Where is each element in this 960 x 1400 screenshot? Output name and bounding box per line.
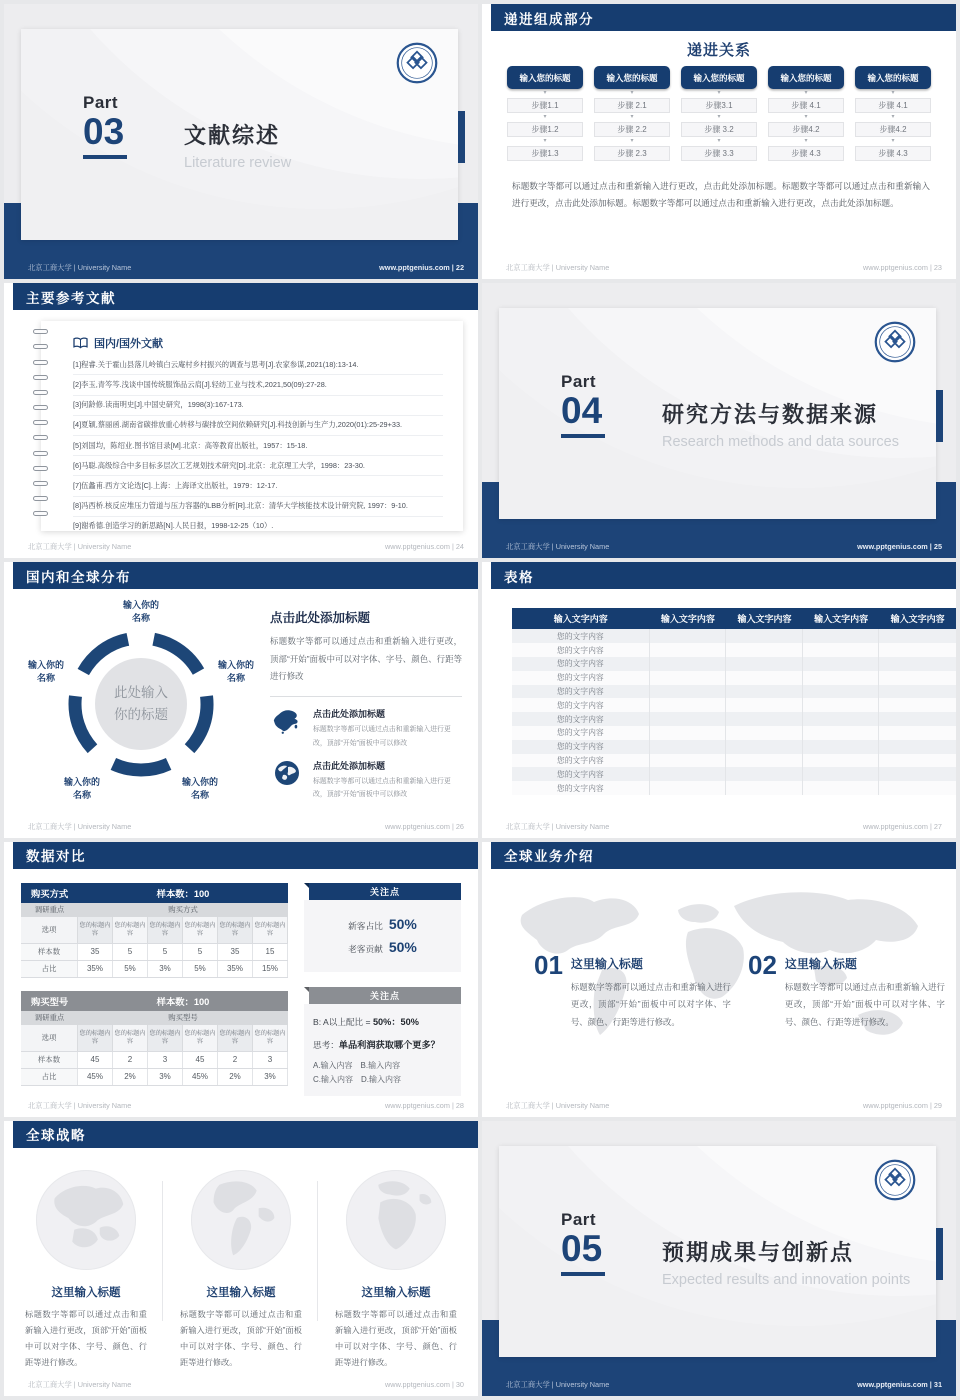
footer-site-page: www.pptgenius.com | 29: [863, 1100, 942, 1110]
chevron-down-icon: ▾: [804, 90, 808, 96]
slide-header-band: [491, 562, 956, 589]
globe-icon: [190, 1169, 292, 1271]
slide-28-comparison: [4, 842, 478, 1117]
option-list: A.输入内容 B.输入内容 C.输入内容 D.输入内容: [313, 1060, 401, 1085]
column-title: 这里输入标题: [361, 1286, 431, 1299]
right-text-panel: [270, 608, 462, 810]
footer-university: 北京工商大学 | University Name: [506, 1380, 610, 1389]
panel-title: 点击此处添加标题: [270, 611, 371, 626]
step-box: 步骤1.1: [507, 98, 583, 113]
ratio-row: 占比 45% 2% 3% 45% 2% 3%: [21, 1068, 288, 1085]
table-row: 您的文字内容: [512, 671, 956, 685]
strategy-column: [180, 1169, 302, 1371]
reference-item: [7]伍蠡甫.西方文论选[C].上海：上海译文出版社，1979：12-17.: [73, 476, 443, 496]
references-title-text: 国内/国外文献: [94, 338, 164, 351]
table-row: 您的文字内容: [512, 754, 956, 768]
footer-site-page: www.pptgenius.com | 26: [385, 821, 464, 831]
footer-university: 北京工商大学 | University Name: [506, 1100, 610, 1110]
china-map-icon: [270, 707, 304, 735]
references-section-title: [73, 335, 443, 351]
panel-ribbon: 关注点: [309, 883, 461, 900]
footer-site-page: www.pptgenius.com | 24: [385, 542, 464, 552]
step-box: 步骤 4.1: [768, 98, 844, 113]
slide-27-table: [482, 562, 956, 837]
panel-body: [304, 900, 461, 972]
petal-label: 输入你的 名称: [181, 777, 218, 800]
flower-diagram: [27, 600, 254, 812]
column-header: 输入文字内容: [737, 614, 792, 625]
column-header: 输入文字内容: [553, 614, 608, 625]
step-box: 步骤1.2: [507, 122, 583, 137]
slide-header-title: 全球业务介绍: [504, 849, 594, 865]
chevron-down-icon: ▾: [543, 90, 547, 96]
chevron-down-icon: ▾: [630, 138, 634, 144]
slide-footer: [28, 542, 464, 552]
part-number: 03: [83, 111, 125, 152]
slide-22-cover: [4, 4, 478, 279]
book-icon: [73, 337, 88, 349]
cover-card: [499, 1146, 936, 1357]
slide-footer: [506, 542, 942, 552]
spiral-ring: [33, 451, 48, 456]
step-box: 步骤 2.1: [594, 98, 670, 113]
data-table: [512, 608, 956, 795]
reference-item: [2]李玉,青笒笒.浅谈中国传统服饰品云肩[J].轻纺工业与技术,2021,50(09):27-28.: [73, 375, 443, 395]
column-paragraph: 标题数字等都可以通过点击和重新输入进行更改，顶部“开始”面板中可以对字体、字号、颜色、行距等进行修改。: [180, 1309, 302, 1367]
column-header: 输入文字内容: [660, 614, 715, 625]
ratio-row: 占比 35% 5% 3% 5% 35% 15%: [21, 960, 288, 977]
column-title: 输入您的标题: [768, 66, 844, 89]
slide-31-cover: [482, 1121, 956, 1396]
stat-line: 新客占比 50%: [348, 916, 417, 933]
section-subtitle: Literature review: [184, 155, 292, 171]
part-number: 04: [561, 390, 603, 432]
footer-site-page: www.pptgenius.com | 27: [863, 821, 942, 831]
step-box: 步骤4.2: [855, 122, 931, 137]
footer-university: 北京工商大学 | University Name: [28, 1100, 132, 1110]
spiral-ring: [33, 435, 48, 440]
globe-icon: [345, 1169, 447, 1271]
column-divider: [317, 1181, 318, 1321]
table-body: [512, 629, 956, 795]
slide-header-band: [13, 283, 478, 310]
column-header: 输入文字内容: [890, 614, 945, 625]
chevron-down-icon: ▾: [717, 138, 721, 144]
progression-column: [855, 66, 931, 161]
slide-footer: [506, 1380, 942, 1390]
reference-item: [1]程睿.关于霍山县落儿岭镇白云庵村乡村振兴的调查与思考[J].农家参谋,2021(18):13-14.: [73, 355, 443, 375]
feature-paragraph: 标题数字等都可以通过点击和重新输入进行更改，顶部“开始”面板中可以修改: [313, 777, 451, 799]
step-box: 步骤 4.1: [855, 98, 931, 113]
reference-item: [9]谢希德.创造学习的新思路[N].人民日报，1998-12-25（10）.: [73, 521, 274, 531]
slide-footer: [28, 1380, 464, 1390]
table-row: 您的文字内容: [512, 740, 956, 754]
table-header-row: [512, 608, 956, 629]
chevron-down-icon: ▾: [891, 90, 895, 96]
cover-card: [21, 29, 458, 240]
footer-site-page: www.pptgenius.com | 30: [385, 1380, 464, 1389]
footer-site-page: www.pptgenius.com | 23: [863, 263, 942, 273]
divider: [270, 696, 462, 697]
focus-panel-top: [304, 883, 461, 972]
section-title-block: [662, 1236, 910, 1288]
table-row: 您的文字内容: [512, 767, 956, 781]
item-title: 这里输入标题: [784, 956, 857, 971]
feature-paragraph: 标题数字等都可以通过点击和重新输入进行更改，顶部“开始”面板中可以修改: [313, 726, 451, 747]
spiral-ring: [33, 511, 48, 516]
numbered-item: [748, 949, 945, 1032]
step-box: 步骤 2.2: [594, 122, 670, 137]
progression-column: [768, 66, 844, 161]
placeholder-note: 标题数字等都可以通过点击和重新输入进行更改，点击此处添加标题。标题数字等都可以通过点击和重新输入进行更改，点击此处添加标题。标题数字等都可以通过点击和重新输入进行更改，点击此处添加标题。: [512, 181, 930, 208]
option-row: 选项 您的标题内容 您的标题内容 您的标题内容 您的标题内容 您的标题内容 您的标题内容: [21, 917, 288, 943]
feature-title: 点击此处添加标题: [313, 760, 386, 771]
section-title-block: [184, 119, 291, 171]
cover-card: [499, 308, 936, 519]
option-row: 选项 您的标题内容 您的标题内容 您的标题内容 您的标题内容 您的标题内容 您的标题内容: [21, 1025, 288, 1051]
university-logo-icon: [874, 321, 916, 363]
section-title: 文献综述: [184, 123, 281, 148]
diagram-center-label: [95, 658, 187, 750]
spiral-ring: [33, 420, 48, 425]
spiral-ring: [33, 481, 48, 486]
slide-26-distribution: [4, 562, 478, 837]
slide-25-cover: [482, 283, 956, 558]
slide-header-title: 数据对比: [26, 849, 86, 865]
slide-header-band: [13, 842, 478, 869]
progression-column: [681, 66, 757, 161]
panel-paragraph: 标题数字等都可以通过点击和重新输入进行更改，顶部“开始”面板中可以对字体、字号、颜色、行距等进行修改: [270, 636, 462, 681]
comparison-tables: [21, 883, 288, 1099]
part-number: 05: [561, 1227, 603, 1269]
footer-site-page: www.pptgenius.com | 28: [385, 1100, 464, 1110]
table-row: 您的文字内容: [512, 781, 956, 795]
step-box: 步骤 3.3: [681, 146, 757, 161]
slide-header-title: 国内和全球分布: [26, 569, 131, 585]
spiral-ring: [33, 496, 48, 501]
step-box: 步骤1.3: [507, 146, 583, 161]
footer-university: 北京工商大学 | University Name: [28, 821, 132, 831]
feature-text: [313, 759, 462, 802]
footer-university: 北京工商大学 | University Name: [28, 542, 132, 552]
slide-header-title: 全球战略: [26, 1128, 86, 1144]
part-label: Part: [561, 1209, 597, 1229]
reference-item: [8]冯西桥.核反应堆压力管道与压力容器的LBB分析[R].北京：清华大学核能技术设计研究院, 1997：9-10.: [73, 497, 443, 517]
table-row: 您的文字内容: [512, 698, 956, 712]
diagram-title: 递进关系: [686, 42, 751, 59]
chevron-down-icon: ▾: [804, 138, 808, 144]
side-accent-tab: [458, 111, 465, 163]
chevron-down-icon: ▾: [630, 90, 634, 96]
section-title: 研究方法与数据来源: [662, 402, 879, 428]
petal-label: 输入你的 名称: [63, 777, 100, 800]
column-title: 输入您的标题: [507, 66, 583, 89]
column-divider: [162, 1181, 163, 1321]
column-title: 这里输入标题: [51, 1286, 121, 1299]
progression-column: [594, 66, 670, 161]
feature-item: [270, 759, 462, 802]
table-subheader-row: 调研重点 购买方式: [21, 903, 288, 917]
section-subtitle: Research methods and data sources: [662, 434, 899, 451]
references-card: [41, 321, 463, 531]
table-header-row: 购买型号 样本数：100: [21, 991, 288, 1011]
slide-30-strategy: [4, 1121, 478, 1396]
petal-label: 输入你的 名称: [27, 660, 64, 683]
university-logo-icon: [874, 1159, 916, 1201]
slide-header-title: 表格: [504, 569, 534, 585]
chevron-down-icon: ▾: [804, 114, 808, 120]
slide-header-title: 主要参考文献: [26, 290, 116, 306]
slide-header-band: [491, 842, 956, 869]
chevron-down-icon: ▾: [543, 138, 547, 144]
table-row: 您的文字内容: [512, 643, 956, 657]
section-subtitle: Expected results and innovation points: [662, 1271, 911, 1288]
numbered-item: [534, 949, 731, 1032]
chevron-down-icon: ▾: [630, 114, 634, 120]
section-title: 预期成果与创新点: [662, 1239, 855, 1265]
footer-university: 北京工商大学 | University Name: [28, 1380, 132, 1389]
column-title: 输入您的标题: [855, 66, 931, 89]
part-underline: [83, 155, 127, 159]
column-title: 输入您的标题: [681, 66, 757, 89]
item-paragraph: 标题数字等都可以通过点击和重新输入进行更改，顶部“开始”面板中可以对字体、字号、颜色、行距等进行修改。: [784, 981, 945, 1027]
petal-label: 输入你的 名称: [122, 600, 159, 623]
part-underline: [561, 1272, 605, 1276]
table-row: 您的文字内容: [512, 629, 956, 643]
slide-header-band: [13, 1121, 478, 1148]
footer-university: 北京工商大学 | University Name: [506, 263, 610, 273]
chevron-down-icon: ▾: [891, 138, 895, 144]
item-title: 这里输入标题: [570, 956, 643, 971]
footer-university: 北京工商大学 | University Name: [506, 821, 610, 831]
slide-footer: [28, 1101, 464, 1111]
part-block: [561, 1210, 605, 1276]
feature-text: [313, 707, 462, 750]
spiral-ring: [33, 375, 48, 380]
step-box: 步骤 3.2: [681, 122, 757, 137]
spiral-ring: [33, 329, 48, 334]
feature-title: 点击此处添加标题: [313, 709, 386, 720]
step-box: 步骤 4.3: [855, 146, 931, 161]
footer-university: 北京工商大学 | University Name: [506, 542, 610, 552]
chevron-down-icon: ▾: [717, 114, 721, 120]
globe-icon: [270, 759, 304, 786]
footer-site-page: www.pptgenius.com | 25: [857, 542, 942, 552]
slide-29-global-business: [482, 842, 956, 1117]
item-body: [785, 952, 945, 1032]
progression-column: [507, 66, 583, 161]
table-row: 您的文字内容: [512, 726, 956, 740]
reference-item: [3]何龄修.读南明史[J].中国史研究，1998(3):167-173.: [73, 396, 443, 416]
spiral-ring: [33, 344, 48, 349]
step-box: 步骤 4.3: [768, 146, 844, 161]
table-subheader-row: 调研重点 购买型号: [21, 1011, 288, 1025]
item-number: 02: [748, 949, 777, 980]
side-accent-tab: [936, 1228, 943, 1280]
petal-label: 输入你的 名称: [217, 660, 254, 683]
chevron-down-icon: ▾: [717, 90, 721, 96]
slide-footer: [506, 1101, 942, 1111]
strategy-column: [335, 1169, 457, 1371]
purchase-model-table: [21, 991, 288, 1086]
university-logo-icon: [396, 42, 438, 84]
center-line: 此处输入: [114, 685, 168, 701]
slide-footer: [28, 822, 464, 832]
item-body: [571, 952, 731, 1032]
focus-panel-bottom: [304, 987, 461, 1096]
slide-header-band: [13, 562, 478, 589]
part-label: Part: [83, 93, 119, 112]
spiral-ring: [33, 360, 48, 365]
panel-body: [304, 1004, 461, 1096]
strategy-column: [25, 1169, 147, 1371]
slide-footer: [506, 822, 942, 832]
item-paragraph: 标题数字等都可以通过点击和重新输入进行更改，顶部“开始”面板中可以对字体、字号、颜色、行距等进行修改。: [570, 981, 731, 1027]
reference-item: [4]夏颖,蔡丽函.湖南省碳排放重心转移与碳排放空间依赖研究[J].科技创新与生产力,2020(01):25-29+33.: [73, 416, 443, 436]
slide-footer: [506, 263, 942, 273]
item-number: 01: [534, 949, 563, 980]
spiral-ring: [33, 466, 48, 471]
table-row: 您的文字内容: [512, 657, 956, 671]
footer-site-page: www.pptgenius.com | 22: [379, 263, 464, 273]
globe-icon: [35, 1169, 137, 1271]
part-underline: [561, 434, 605, 438]
step-box: 步骤3.1: [681, 98, 757, 113]
part-block: [561, 372, 605, 438]
panel-ribbon: 关注点: [309, 987, 461, 1004]
spiral-ring: [33, 405, 48, 410]
spiral-ring: [33, 390, 48, 395]
column-title: 这里输入标题: [206, 1286, 276, 1299]
purchase-method-table: [21, 883, 288, 978]
column-title: 输入您的标题: [594, 66, 670, 89]
spiral-binding: [33, 329, 49, 516]
section-title-block: [662, 398, 899, 450]
sample-row: 样本数 45 2 3 45 2 3: [21, 1051, 288, 1068]
center-line: 你的标题: [114, 707, 168, 723]
stat-line: 老客贡献 50%: [348, 939, 417, 956]
ratio-statement: B: A以上配比 = 50%：50%: [313, 1016, 419, 1027]
part-block: [83, 93, 127, 159]
slide-24-references: [4, 283, 478, 558]
reference-item: [6]马聪.高级综合中多目标多层次工艺规划技术研究[D].北京：北京理工大学，1998：23-30.: [73, 456, 443, 476]
slide-23-progression: [482, 4, 956, 279]
footer-university: 北京工商大学 | University Name: [28, 263, 132, 273]
slide-header-band: [491, 4, 956, 31]
progression-columns: [507, 66, 931, 161]
table-row: 您的文字内容: [512, 685, 956, 699]
step-box: 步骤 2.3: [594, 146, 670, 161]
column-header: 输入文字内容: [814, 614, 869, 625]
table-header-row: 购买方式 样本数：100: [21, 883, 288, 903]
part-label: Part: [561, 372, 597, 392]
column-paragraph: 标题数字等都可以通过点击和重新输入进行更改，顶部“开始”面板中可以对字体、字号、颜色、行距等进行修改。: [25, 1309, 147, 1367]
question-statement: 思考：单品利润获取哪个更多？: [313, 1039, 440, 1050]
chevron-down-icon: ▾: [891, 114, 895, 120]
reference-item: [5]刘国均，陈绍业.图书馆目录[M].北京：高等教育出版社，1957：15-18.: [73, 436, 443, 456]
side-accent-tab: [936, 390, 943, 442]
column-paragraph: 标题数字等都可以通过点击和重新输入进行更改，顶部“开始”面板中可以对字体、字号、颜色、行距等进行修改。: [335, 1309, 457, 1367]
feature-item: [270, 707, 462, 750]
footer-site-page: www.pptgenius.com | 31: [857, 1380, 942, 1389]
sample-row: 样本数 35 5 5 5 35 15: [21, 943, 288, 960]
table-row: 您的文字内容: [512, 712, 956, 726]
chevron-down-icon: ▾: [543, 114, 547, 120]
slide-header-title: 递进组成部分: [504, 11, 594, 27]
slide-footer: [28, 263, 464, 273]
step-box: 步骤4.2: [768, 122, 844, 137]
